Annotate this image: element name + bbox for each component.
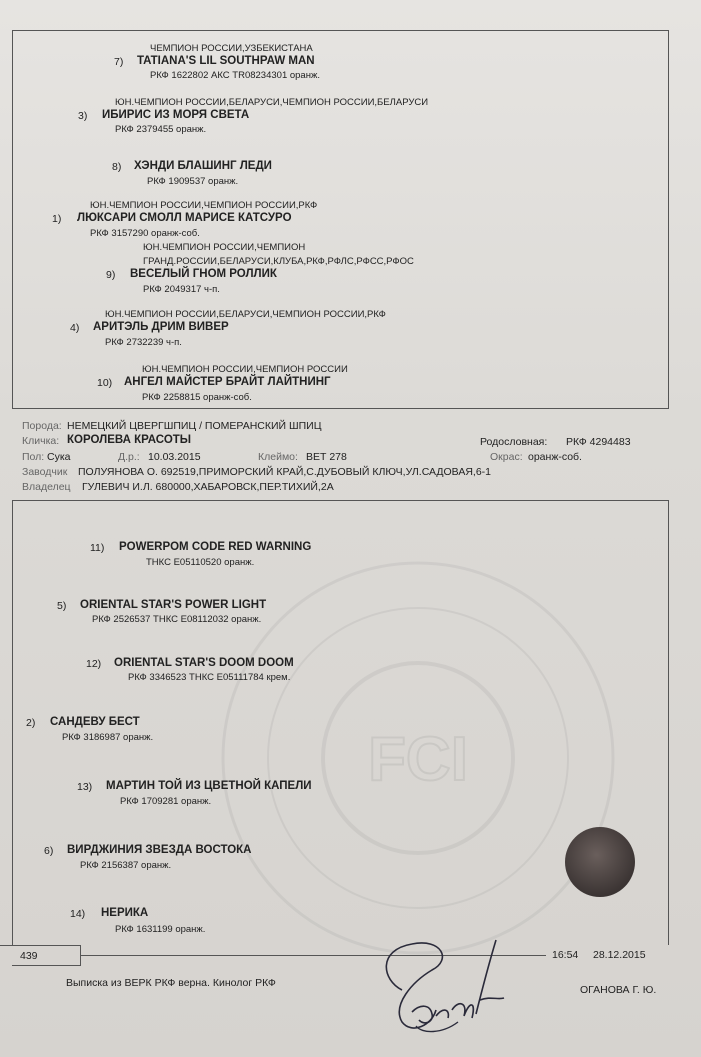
divider-top — [12, 408, 668, 409]
print-date: 28.12.2015 — [593, 949, 646, 961]
ancestor-2-name: САНДЕВУ БЕСТ — [50, 716, 140, 728]
tattoo-label: Клеймо: — [258, 451, 298, 463]
ancestor-5-registration: РКФ 2526537 ТНКС Е08112032 оранж. — [92, 614, 262, 625]
breed-label: Порода: — [22, 420, 62, 432]
ancestor-3-registration: РКФ 2379455 оранж. — [115, 124, 207, 135]
print-time: 16:54 — [552, 949, 579, 961]
ancestor-8-registration: РКФ 1909537 оранж. — [147, 176, 239, 187]
page-number: 439 — [20, 950, 38, 962]
ancestor-3-name: ИБИРИС ИЗ МОРЯ СВЕТА — [102, 109, 250, 121]
breeder-label: Заводчик — [22, 466, 68, 478]
ancestor-7-name: TATIANA'S LIL SOUTHPAW MAN — [137, 55, 315, 67]
ancestor-7-number: 7) — [114, 56, 124, 68]
fci-watermark-text: FCI — [368, 725, 468, 794]
ancestor-9-titles-line2: ГРАНД.РОССИИ,БЕЛАРУСИ,КЛУБА,РКФ,РФЛС,РФСС,РФОС — [143, 256, 414, 267]
pedigree-number-label: Родословная: — [480, 436, 548, 448]
seal-stamp — [565, 827, 635, 897]
ancestor-13-number: 13) — [77, 781, 93, 793]
breeder-value: ПОЛУЯНОВА О. 692519,ПРИМОРСКИЙ КРАЙ,С.ДУБОВЫЙ КЛЮЧ,УЛ.САДОВАЯ,6-1 — [78, 466, 492, 478]
verification-statement: Выписка из ВЕРК РКФ верна. Кинолог РКФ — [66, 977, 276, 989]
dog-name-label: Кличка: — [22, 435, 60, 447]
sex-label: Пол: — [22, 451, 45, 463]
ancestor-5-number: 5) — [57, 600, 67, 612]
ancestor-12-number: 12) — [86, 658, 102, 670]
ancestor-2-registration: РКФ 3186987 оранж. — [62, 732, 154, 743]
ancestor-6-number: 6) — [44, 845, 54, 857]
ancestor-11-registration: ТНКС Е05110520 оранж. — [146, 557, 255, 568]
ancestor-5-name: ORIENTAL STAR'S POWER LIGHT — [80, 599, 267, 611]
ancestor-1-number: 1) — [52, 213, 62, 225]
color-label: Окрас: — [490, 451, 523, 463]
ancestor-11-name: POWERPOM CODE RED WARNING — [119, 541, 312, 553]
ancestor-9-number: 9) — [106, 269, 116, 281]
ancestor-8-name: ХЭНДИ БЛАШИНГ ЛЕДИ — [134, 160, 272, 172]
ancestor-12-registration: РКФ 3346523 ТНКС Е05111784 крем. — [128, 672, 291, 683]
ancestor-10-number: 10) — [97, 377, 113, 389]
ancestor-14-name: НЕРИКА — [101, 907, 149, 919]
breed-value: НЕМЕЦКИЙ ЦВЕРГШПИЦ / ПОМЕРАНСКИЙ ШПИЦ — [67, 420, 322, 432]
ancestor-14-number: 14) — [70, 908, 86, 920]
ancestor-9-titles-line1: ЮН.ЧЕМПИОН РОССИИ,ЧЕМПИОН — [143, 242, 306, 253]
ancestor-10-titles: ЮН.ЧЕМПИОН РОССИИ,ЧЕМПИОН РОССИИ — [142, 364, 348, 375]
dob-value: 10.03.2015 — [148, 451, 201, 463]
ancestor-4-number: 4) — [70, 322, 80, 334]
ancestor-2-number: 2) — [26, 717, 36, 729]
ancestor-4-name: АРИТЭЛЬ ДРИМ ВИВЕР — [93, 321, 229, 333]
ancestor-7-titles: ЧЕМПИОН РОССИИ,УЗБЕКИСТАНА — [150, 43, 313, 54]
ancestor-13-registration: РКФ 1709281 оранж. — [120, 796, 212, 807]
ancestor-8-number: 8) — [112, 161, 122, 173]
ancestor-3-number: 3) — [78, 110, 88, 122]
pedigree-number: РКФ 4294483 — [566, 436, 631, 448]
color-value: оранж-соб. — [528, 451, 582, 463]
ancestor-9-name: ВЕСЕЛЫЙ ГНОМ РОЛЛИК — [130, 268, 277, 280]
ancestor-6-registration: РКФ 2156387 оранж. — [80, 860, 172, 871]
ancestor-9-registration: РКФ 2049317 ч-п. — [143, 284, 220, 295]
ancestor-1-name: ЛЮКСАРИ СМОЛЛ МАРИСЕ КАТСУРО — [77, 212, 292, 224]
signer-name: ОГАНОВА Г. Ю. — [580, 984, 657, 996]
ancestor-10-registration: РКФ 2258815 оранж-соб. — [142, 392, 252, 403]
dog-name: КОРОЛЕВА КРАСОТЫ — [67, 434, 192, 446]
ancestor-10-name: АНГЕЛ МАЙСТЕР БРАЙТ ЛАЙТНИНГ — [124, 376, 331, 388]
owner-label: Владелец — [22, 481, 71, 493]
dob-label: Д.р.: — [118, 451, 140, 463]
sex-value: Сука — [47, 451, 71, 463]
tattoo-value: ВЕТ 278 — [306, 451, 347, 463]
ancestor-1-registration: РКФ 3157290 оранж-соб. — [90, 228, 200, 239]
ancestor-3-titles: ЮН.ЧЕМПИОН РОССИИ,БЕЛАРУСИ,ЧЕМПИОН РОССИИ,БЕЛАРУСИ — [115, 97, 429, 108]
ancestor-12-name: ORIENTAL STAR'S DOOM DOOM — [114, 657, 294, 669]
ancestor-1-titles: ЮН.ЧЕМПИОН РОССИИ,ЧЕМПИОН РОССИИ,РКФ — [90, 200, 318, 211]
ancestor-4-titles: ЮН.ЧЕМПИОН РОССИИ,БЕЛАРУСИ,ЧЕМПИОН РОССИИ,РКФ — [105, 309, 386, 320]
ancestor-6-name: ВИРДЖИНИЯ ЗВЕЗДА ВОСТОКА — [67, 844, 252, 856]
signature-icon — [372, 930, 517, 1045]
ancestor-13-name: МАРТИН ТОЙ ИЗ ЦВЕТНОЙ КАПЕЛИ — [106, 780, 312, 792]
owner-value: ГУЛЕВИЧ И.Л. 680000,ХАБАРОВСК,ПЕР.ТИХИЙ,2А — [82, 481, 334, 493]
ancestor-11-number: 11) — [90, 542, 105, 554]
ancestor-4-registration: РКФ 2732239 ч-п. — [105, 337, 182, 348]
ancestor-7-registration: РКФ 1622802 АКС TR08234301 оранж. — [150, 70, 320, 81]
ancestor-14-registration: РКФ 1631199 оранж. — [115, 924, 206, 935]
